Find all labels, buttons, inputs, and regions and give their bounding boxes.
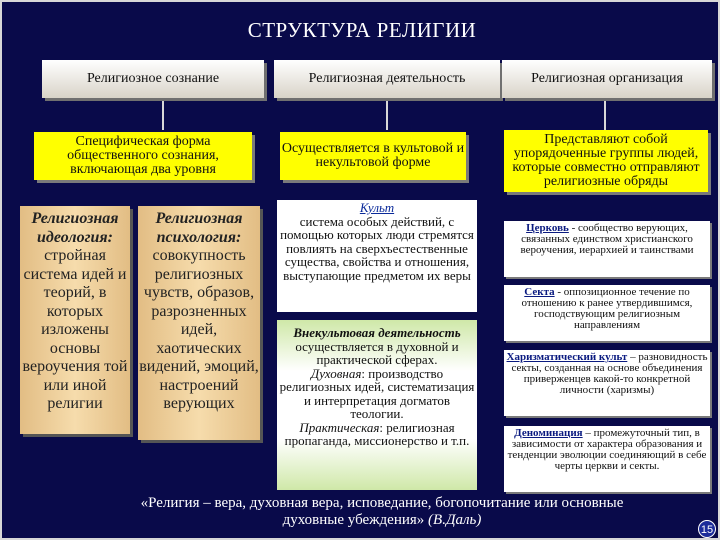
definition-consciousness: Специфическая форма общественного сознания, включающая два уровня — [34, 132, 252, 180]
practical-text: : религиозная пропаганда, миссионерство и т.п. — [284, 419, 470, 448]
denomination-text: – промежуточный тип, в зависимости от характера образования и тенденции эволюции соединяющий в себе черты церкви и секты. — [507, 427, 707, 472]
cult-term: Культ — [359, 200, 395, 215]
noncult-spiritual — [277, 367, 477, 421]
psychology-term: Религиозная психология: — [155, 210, 243, 246]
charismatic-text: – разновидность секты, созданная на основе объединения приверженцев какой-то конкретной личности (харизмы) — [511, 351, 708, 396]
sect-term: Секта — [524, 286, 555, 298]
practical-label: Практическая — [299, 419, 380, 435]
connector-line — [604, 98, 606, 130]
psychology-box — [138, 206, 260, 440]
noncult-term: Внекультовая деятельность — [293, 325, 461, 340]
church-term: Церковь — [526, 222, 569, 234]
header-organization: Религиозная организация — [502, 60, 712, 98]
denomination-box — [504, 426, 710, 492]
sect-box — [504, 285, 710, 341]
spiritual-label: Духовная — [310, 365, 362, 381]
definition-activity: Осуществляется в культовой и некультовой форме — [280, 132, 466, 180]
denomination-term: Деноминация — [514, 427, 583, 439]
quote-text: «Религия – вера, духовная вера, исповедание, богопочитание или основные духовные убеждения» — [140, 495, 624, 528]
dal-quote — [112, 495, 652, 529]
ideology-text: стройная система идей и теорий, в которых изложены основы вероучения той или иной религии — [22, 247, 128, 412]
spiritual-text: : производство религиозных идей, систематизация и интерпретация догматов теологии. — [279, 365, 475, 421]
noncult-practical — [277, 421, 477, 448]
ideology-box — [20, 206, 130, 434]
page-number-badge: 15 — [698, 520, 716, 538]
header-activity: Религиозная деятельность — [274, 60, 500, 98]
psychology-text: совокупность религиозных чувств, образов, разрозненных идей, хаотических видений, эмоций, настроений верующих — [139, 247, 259, 412]
church-box — [504, 221, 710, 277]
charismatic-box — [504, 350, 710, 416]
charismatic-term: Харизматический культ — [506, 351, 628, 363]
quote-author: (В.Даль) — [424, 512, 482, 528]
definition-organization: Представляют собой упорядоченные группы людей, которые совместно отправляют религиозные обряды — [504, 130, 708, 192]
cult-box — [277, 200, 477, 312]
header-consciousness: Религиозное сознание — [42, 60, 264, 98]
ideology-term: Религиозная идеология: — [31, 210, 119, 246]
sect-text: - оппозиционное течение по отношению к ранее утвердившимся, господствующим религиозным направлениям — [521, 286, 693, 331]
connector-line — [386, 98, 388, 130]
slide-title: СТРУКТУРА РЕЛИГИИ — [247, 18, 477, 42]
noncult-text: осуществляется в духовной и практической сферах. — [295, 338, 459, 367]
church-text: - сообщество верующих, связанных единством христианского вероучения, иерархией и таинствами — [520, 222, 694, 256]
noncult-box — [277, 320, 477, 490]
connector-line — [162, 98, 164, 130]
cult-text: система особых действий, с помощью которых люди стремятся повлиять на сверхъестественные существа, свойства и отношения, выступающие предметом их веры — [280, 213, 474, 283]
